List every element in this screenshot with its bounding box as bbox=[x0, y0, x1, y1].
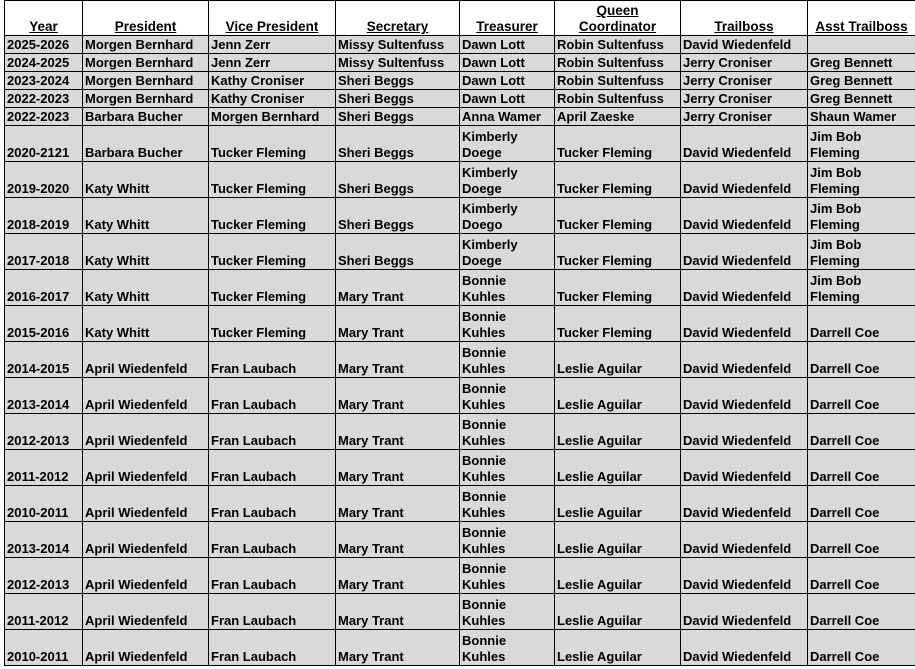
table-row bbox=[5, 234, 915, 270]
table-cell: Katy Whitt bbox=[83, 198, 209, 234]
table-cell: Darrell Coe bbox=[808, 522, 915, 558]
table-cell: Dawn Lott bbox=[460, 36, 555, 54]
year-cell: 2023-2024 bbox=[5, 72, 83, 90]
table-cell: Bonnie Kuhles bbox=[460, 450, 555, 486]
table-row bbox=[5, 90, 915, 108]
table-cell: David Wiedenfeld bbox=[681, 198, 808, 234]
table-cell: David Wiedenfeld bbox=[681, 270, 808, 306]
table-row bbox=[5, 378, 915, 414]
table-cell: Bonnie Kuhles bbox=[460, 414, 555, 450]
table-cell: Bonnie Kuhles bbox=[460, 522, 555, 558]
table-cell: David Wiedenfeld bbox=[681, 126, 808, 162]
table-cell: David Wiedenfeld bbox=[681, 378, 808, 414]
table-cell: Jim Bob Fleming bbox=[808, 126, 915, 162]
table-cell: Mary Trant bbox=[336, 270, 460, 306]
table-cell: David Wiedenfeld bbox=[681, 630, 808, 666]
table-cell: Mary Trant bbox=[336, 630, 460, 666]
table-cell: Fran Laubach bbox=[209, 414, 336, 450]
table-cell: April Wiedenfeld bbox=[83, 450, 209, 486]
table-cell: Leslie Aguilar bbox=[555, 414, 681, 450]
table-cell: Jim Bob Fleming bbox=[808, 234, 915, 270]
table-cell: Sheri Beggs bbox=[336, 198, 460, 234]
table-cell: Darrell Coe bbox=[808, 558, 915, 594]
table-cell: Kimberly Doego bbox=[460, 198, 555, 234]
table-cell: Dawn Lott bbox=[460, 54, 555, 72]
table-cell: Tucker Fleming bbox=[555, 234, 681, 270]
table-cell: David Wiedenfeld bbox=[681, 522, 808, 558]
table-cell: Mary Trant bbox=[336, 594, 460, 630]
table-cell: Morgen Bernhard bbox=[209, 108, 336, 126]
table-cell: Jim Bob Fleming bbox=[808, 198, 915, 234]
table-cell: Greg Bennett bbox=[808, 90, 915, 108]
table-cell: Robin Sultenfuss bbox=[555, 72, 681, 90]
table-cell: Dawn Lott bbox=[460, 72, 555, 90]
table-cell: Bonnie Kuhles bbox=[460, 378, 555, 414]
column-header: President bbox=[83, 1, 209, 36]
table-cell: Darrell Coe bbox=[808, 450, 915, 486]
table-cell: Missy Sultenfuss bbox=[336, 36, 460, 54]
table-cell: Tucker Fleming bbox=[555, 126, 681, 162]
table-cell: Tucker Fleming bbox=[209, 270, 336, 306]
table-cell: April Wiedenfeld bbox=[83, 630, 209, 666]
table-row bbox=[5, 162, 915, 198]
table-cell: Tucker Fleming bbox=[555, 162, 681, 198]
table-cell: Darrell Coe bbox=[808, 306, 915, 342]
year-cell: 2014-2015 bbox=[5, 342, 83, 378]
table-cell: Jenn Zerr bbox=[209, 54, 336, 72]
table-cell: Darrell Coe bbox=[808, 342, 915, 378]
table-cell: Leslie Aguilar bbox=[555, 450, 681, 486]
table-cell: Katy Whitt bbox=[83, 306, 209, 342]
table-cell: Sheri Beggs bbox=[336, 234, 460, 270]
table-cell: Sheri Beggs bbox=[336, 72, 460, 90]
year-cell: 2012-2013 bbox=[5, 414, 83, 450]
table-cell: Robin Sultenfuss bbox=[555, 36, 681, 54]
table-row bbox=[5, 522, 915, 558]
table-cell: Mary Trant bbox=[336, 306, 460, 342]
table-cell: Mary Trant bbox=[336, 558, 460, 594]
table-cell bbox=[808, 36, 915, 54]
table-cell: Fran Laubach bbox=[209, 522, 336, 558]
table-cell: Mary Trant bbox=[336, 486, 460, 522]
table-cell: Morgen Bernhard bbox=[83, 54, 209, 72]
table-cell: Jim Bob Fleming bbox=[808, 270, 915, 306]
table-cell: Fran Laubach bbox=[209, 486, 336, 522]
table-cell: Katy Whitt bbox=[83, 270, 209, 306]
table-cell: April Zaeske bbox=[555, 108, 681, 126]
table-row bbox=[5, 630, 915, 666]
year-cell: 2010-2011 bbox=[5, 630, 83, 666]
table-body bbox=[5, 36, 915, 666]
table-cell: David Wiedenfeld bbox=[681, 486, 808, 522]
table-cell: Leslie Aguilar bbox=[555, 378, 681, 414]
table-cell: David Wiedenfeld bbox=[681, 414, 808, 450]
year-cell: 2025-2026 bbox=[5, 36, 83, 54]
year-cell: 2013-2014 bbox=[5, 522, 83, 558]
table-row bbox=[5, 306, 915, 342]
table-cell: Robin Sultenfuss bbox=[555, 54, 681, 72]
table-cell: Katy Whitt bbox=[83, 162, 209, 198]
table-cell: Fran Laubach bbox=[209, 450, 336, 486]
year-cell: 2019-2020 bbox=[5, 162, 83, 198]
column-header: Trailboss bbox=[681, 1, 808, 36]
year-cell: 2012-2013 bbox=[5, 558, 83, 594]
table-cell: David Wiedenfeld bbox=[681, 558, 808, 594]
table-row bbox=[5, 558, 915, 594]
column-header: Queen Coordinator bbox=[555, 1, 681, 36]
table-cell: Anna Wamer bbox=[460, 108, 555, 126]
table-cell: Jenn Zerr bbox=[209, 36, 336, 54]
table-row bbox=[5, 414, 915, 450]
table-cell: Jerry Croniser bbox=[681, 108, 808, 126]
table-cell: April Wiedenfeld bbox=[83, 342, 209, 378]
table-cell: Bonnie Kuhles bbox=[460, 270, 555, 306]
table-cell: Morgen Bernhard bbox=[83, 36, 209, 54]
table-cell: Kathy Croniser bbox=[209, 90, 336, 108]
table-cell: Tucker Fleming bbox=[209, 234, 336, 270]
table-row bbox=[5, 594, 915, 630]
column-header: Year bbox=[5, 1, 83, 36]
table-cell: April Wiedenfeld bbox=[83, 378, 209, 414]
table-cell: David Wiedenfeld bbox=[681, 306, 808, 342]
table-cell: Jim Bob Fleming bbox=[808, 162, 915, 198]
table-header bbox=[5, 1, 915, 36]
table-cell: Kimberly Doege bbox=[460, 126, 555, 162]
header-row bbox=[5, 1, 915, 36]
year-cell: 2011-2012 bbox=[5, 450, 83, 486]
table-cell: April Wiedenfeld bbox=[83, 414, 209, 450]
table-cell: Bonnie Kuhles bbox=[460, 594, 555, 630]
column-header: Treasurer bbox=[460, 1, 555, 36]
table-cell: Tucker Fleming bbox=[209, 126, 336, 162]
table-cell: Missy Sultenfuss bbox=[336, 54, 460, 72]
column-header: Vice President bbox=[209, 1, 336, 36]
table-row bbox=[5, 72, 915, 90]
table-cell: Dawn Lott bbox=[460, 90, 555, 108]
table-cell: David Wiedenfeld bbox=[681, 234, 808, 270]
year-cell: 2022-2023 bbox=[5, 108, 83, 126]
column-header: Secretary bbox=[336, 1, 460, 36]
table-cell: David Wiedenfeld bbox=[681, 342, 808, 378]
table-row bbox=[5, 126, 915, 162]
table-cell: April Wiedenfeld bbox=[83, 522, 209, 558]
year-cell: 2018-2019 bbox=[5, 198, 83, 234]
table-cell: Morgen Bernhard bbox=[83, 90, 209, 108]
table-cell: Bonnie Kuhles bbox=[460, 306, 555, 342]
year-cell: 2020-2121 bbox=[5, 126, 83, 162]
table-cell: Sheri Beggs bbox=[336, 90, 460, 108]
table-cell: Bonnie Kuhles bbox=[460, 630, 555, 666]
table-cell: Kimberly Doege bbox=[460, 234, 555, 270]
table-cell: Tucker Fleming bbox=[209, 162, 336, 198]
table-cell: David Wiedenfeld bbox=[681, 36, 808, 54]
table-cell: Leslie Aguilar bbox=[555, 486, 681, 522]
table-cell: Greg Bennett bbox=[808, 54, 915, 72]
table-cell: Leslie Aguilar bbox=[555, 342, 681, 378]
table-cell: Barbara Bucher bbox=[83, 126, 209, 162]
table-cell: April Wiedenfeld bbox=[83, 594, 209, 630]
table-cell: Robin Sultenfuss bbox=[555, 90, 681, 108]
table-cell: Darrell Coe bbox=[808, 630, 915, 666]
table-row bbox=[5, 108, 915, 126]
year-cell: 2011-2012 bbox=[5, 594, 83, 630]
year-cell: 2024-2025 bbox=[5, 54, 83, 72]
table-cell: Bonnie Kuhles bbox=[460, 558, 555, 594]
table-cell: Katy Whitt bbox=[83, 234, 209, 270]
year-cell: 2016-2017 bbox=[5, 270, 83, 306]
table-row bbox=[5, 36, 915, 54]
table-cell: David Wiedenfeld bbox=[681, 450, 808, 486]
table-cell: Tucker Fleming bbox=[555, 306, 681, 342]
table-cell: Darrell Coe bbox=[808, 414, 915, 450]
table-cell: Mary Trant bbox=[336, 450, 460, 486]
table-cell: Mary Trant bbox=[336, 522, 460, 558]
table-cell: Darrell Coe bbox=[808, 486, 915, 522]
table-cell: Morgen Bernhard bbox=[83, 72, 209, 90]
table-row bbox=[5, 54, 915, 72]
table-cell: Kimberly Doege bbox=[460, 162, 555, 198]
table-cell: Tucker Fleming bbox=[555, 270, 681, 306]
table-cell: Barbara Bucher bbox=[83, 108, 209, 126]
table-cell: David Wiedenfeld bbox=[681, 594, 808, 630]
year-cell: 2013-2014 bbox=[5, 378, 83, 414]
table-cell: Leslie Aguilar bbox=[555, 522, 681, 558]
year-cell: 2022-2023 bbox=[5, 90, 83, 108]
table-cell: Fran Laubach bbox=[209, 594, 336, 630]
table-cell: Fran Laubach bbox=[209, 630, 336, 666]
officers-table bbox=[4, 0, 915, 666]
table-cell: Fran Laubach bbox=[209, 342, 336, 378]
table-cell: Jerry Croniser bbox=[681, 54, 808, 72]
year-cell: 2017-2018 bbox=[5, 234, 83, 270]
table-cell: Kathy Croniser bbox=[209, 72, 336, 90]
table-cell: Mary Trant bbox=[336, 342, 460, 378]
table-cell: Sheri Beggs bbox=[336, 162, 460, 198]
table-cell: April Wiedenfeld bbox=[83, 558, 209, 594]
table-cell: Leslie Aguilar bbox=[555, 558, 681, 594]
table-cell: Leslie Aguilar bbox=[555, 630, 681, 666]
table-cell: Jerry Croniser bbox=[681, 90, 808, 108]
table-row bbox=[5, 270, 915, 306]
table-cell: Greg Bennett bbox=[808, 72, 915, 90]
table-cell: April Wiedenfeld bbox=[83, 486, 209, 522]
table-cell: Sheri Beggs bbox=[336, 108, 460, 126]
table-cell: Tucker Fleming bbox=[209, 306, 336, 342]
table-cell: David Wiedenfeld bbox=[681, 162, 808, 198]
table-cell: Tucker Fleming bbox=[209, 198, 336, 234]
table-row bbox=[5, 198, 915, 234]
table-cell: Fran Laubach bbox=[209, 378, 336, 414]
table-cell: Sheri Beggs bbox=[336, 126, 460, 162]
table-cell: Shaun Wamer bbox=[808, 108, 915, 126]
column-header: Asst Trailboss bbox=[808, 1, 915, 36]
table-row bbox=[5, 486, 915, 522]
table-row bbox=[5, 450, 915, 486]
table-cell: Leslie Aguilar bbox=[555, 594, 681, 630]
year-cell: 2010-2011 bbox=[5, 486, 83, 522]
table-cell: Bonnie Kuhles bbox=[460, 342, 555, 378]
table-row bbox=[5, 342, 915, 378]
table-cell: Tucker Fleming bbox=[555, 198, 681, 234]
table-cell: Darrell Coe bbox=[808, 594, 915, 630]
table-cell: Mary Trant bbox=[336, 414, 460, 450]
year-cell: 2015-2016 bbox=[5, 306, 83, 342]
table-cell: Fran Laubach bbox=[209, 558, 336, 594]
table-cell: Jerry Croniser bbox=[681, 72, 808, 90]
table-cell: Bonnie Kuhles bbox=[460, 486, 555, 522]
table-cell: Mary Trant bbox=[336, 378, 460, 414]
table-cell: Darrell Coe bbox=[808, 378, 915, 414]
